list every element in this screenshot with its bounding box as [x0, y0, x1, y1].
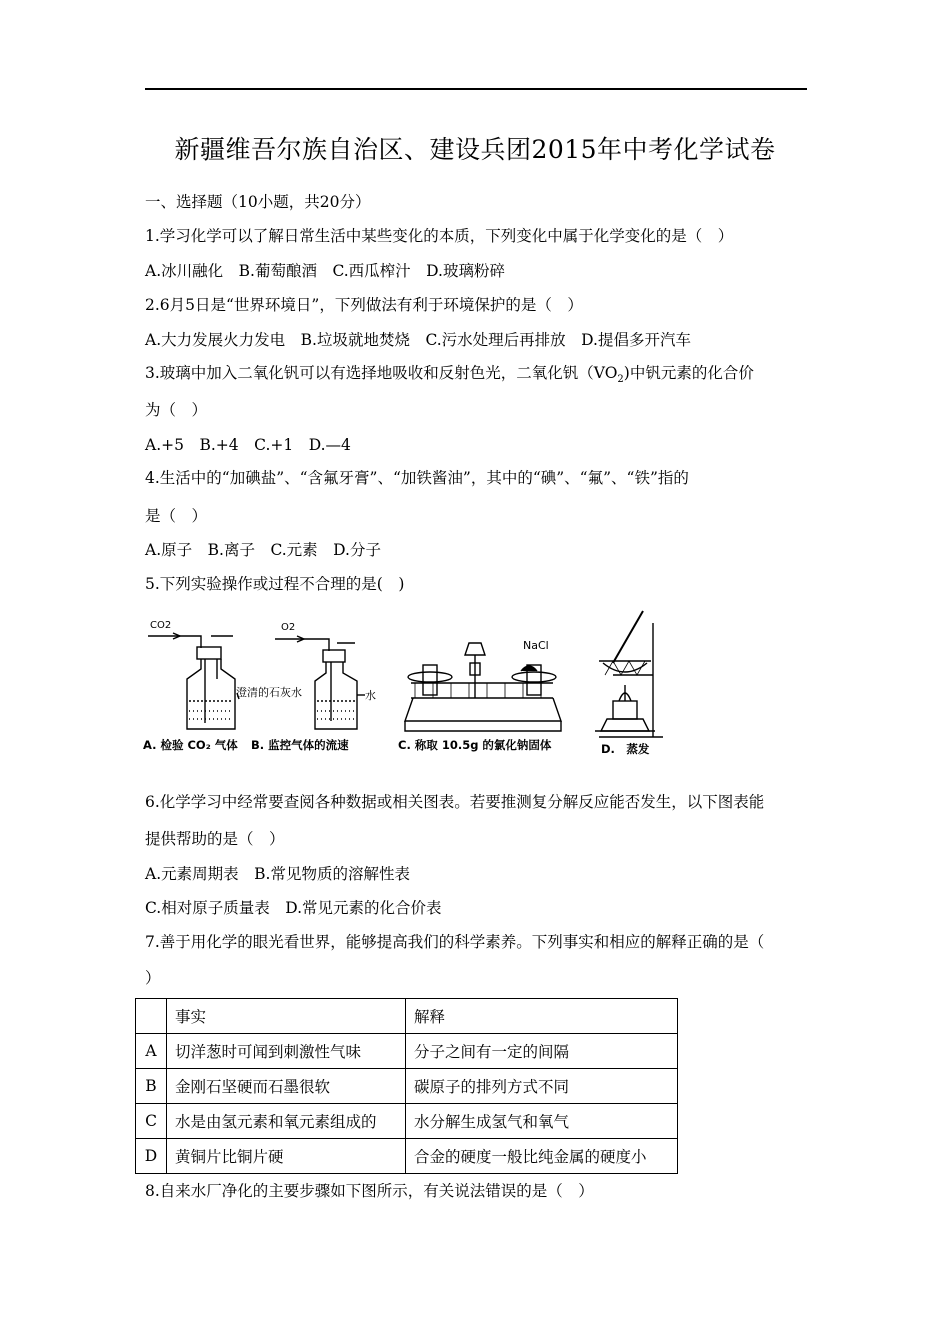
q8-stem: 8.自来水厂净化的主要步骤如下图所示，有关说法错误的是（ ） [145, 1182, 594, 1200]
table-cell: 水分解生成氢气和氧气 [406, 1104, 678, 1139]
q5-stem: 5.下列实验操作或过程不合理的是( ) [145, 575, 405, 593]
apparatus-c [405, 643, 561, 731]
nacl-label: NaCl [523, 639, 549, 652]
table-cell: A [136, 1034, 167, 1069]
q4-options: A.原子 B.离子 C.元素 D.分子 [145, 541, 381, 559]
q3-stem-cont: 为（ ） [145, 401, 208, 419]
caption-b: B. 监控气体的流速 [251, 738, 349, 752]
table-header-row [136, 999, 678, 1034]
q2-stem: 2.6月5日是“世界环境日”，下列做法有利于环境保护的是（ ） [145, 296, 583, 314]
table-cell: 碳原子的排列方式不同 [406, 1069, 678, 1104]
table-cell: B [136, 1069, 167, 1104]
caption-c: C. 称取 10.5g 的氯化钠固体 [398, 738, 552, 752]
o2-label: O2 [281, 622, 296, 633]
q6-stem-cont: 提供帮助的是（ ） [145, 830, 285, 848]
table-cell: 分子之间有一定的间隔 [406, 1034, 678, 1069]
q6-options-line1: A.元素周期表 B.常见物质的溶解性表 [145, 865, 410, 883]
apparatus-a [148, 620, 235, 729]
co2-label: CO2 [150, 620, 172, 631]
table-cell: 水是由氢元素和氧元素组成的 [167, 1104, 406, 1139]
q1-options: A.冰川融化 B.葡萄酿酒 C.西瓜榨汁 D.玻璃粉碎 [145, 262, 505, 280]
q4-stem-cont: 是（ ） [145, 507, 208, 525]
q5-figure [143, 603, 668, 765]
q1-stem: 1.学习化学可以了解日常生活中某些变化的本质，下列变化中属于化学变化的是（ ） [145, 227, 734, 245]
q6-options-line2: C.相对原子质量表 D.常见元素的化合价表 [145, 899, 442, 917]
q2-options: A.大力发展火力发电 B.垃圾就地焚烧 C.污水处理后再排放 D.提倡多开汽车 [145, 331, 691, 349]
table-header-cell [136, 999, 167, 1034]
section-heading: 一、选择题（10小题，共20分） [145, 193, 371, 211]
header-rule [145, 88, 807, 90]
table-cell: C [136, 1104, 167, 1139]
q7-stem: 7.善于用化学的眼光看世界，能够提高我们的科学素养。下列事实和相应的解释正确的是（ [145, 933, 765, 951]
table-header-cell: 解释 [406, 999, 678, 1034]
table-row [136, 1104, 678, 1139]
table-cell: 金刚石坚硬而石墨很软 [167, 1069, 406, 1104]
table-cell: 合金的硬度一般比纯金属的硬度小 [406, 1139, 678, 1174]
caption-a: A. 检验 CO₂ 气体 [143, 738, 238, 752]
q7-table [135, 998, 678, 1174]
table-cell: 黄铜片比铜片硬 [167, 1139, 406, 1174]
q6-stem: 6.化学学习中经常要查阅各种数据或相关图表。若要推测复分解反应能否发生，以下图表能 [145, 793, 765, 811]
apparatus-b [237, 622, 365, 729]
table-row [136, 1034, 678, 1069]
caption-d: D. 蒸发 [601, 742, 650, 756]
page-title: 新疆维吾尔族自治区、建设兵团2015年中考化学试卷 [174, 135, 776, 164]
apparatus-d [595, 611, 663, 737]
table-cell: D [136, 1139, 167, 1174]
table-row [136, 1139, 678, 1174]
table-row [136, 1069, 678, 1104]
table-header-cell: 事实 [167, 999, 406, 1034]
water-label: 水 [365, 689, 376, 702]
q7-stem-cont: ） [145, 969, 161, 987]
q4-stem: 4.生活中的“加碘盐”、“含氟牙膏”、“加铁酱油”，其中的“碘”、“氟”、“铁”指的 [145, 469, 689, 487]
table-cell: 切洋葱时可闻到刺激性气味 [167, 1034, 406, 1069]
q3-options: A.+5 B.+4 C.+1 D.—4 [145, 436, 351, 454]
limewater-label: 澄清的石灰水 [236, 686, 302, 699]
q3-stem: 3.玻璃中加入二氧化钒可以有选择地吸收和反射色光，二氧化钒$(VO_2)$中钒元素的化合价 [145, 364, 754, 386]
